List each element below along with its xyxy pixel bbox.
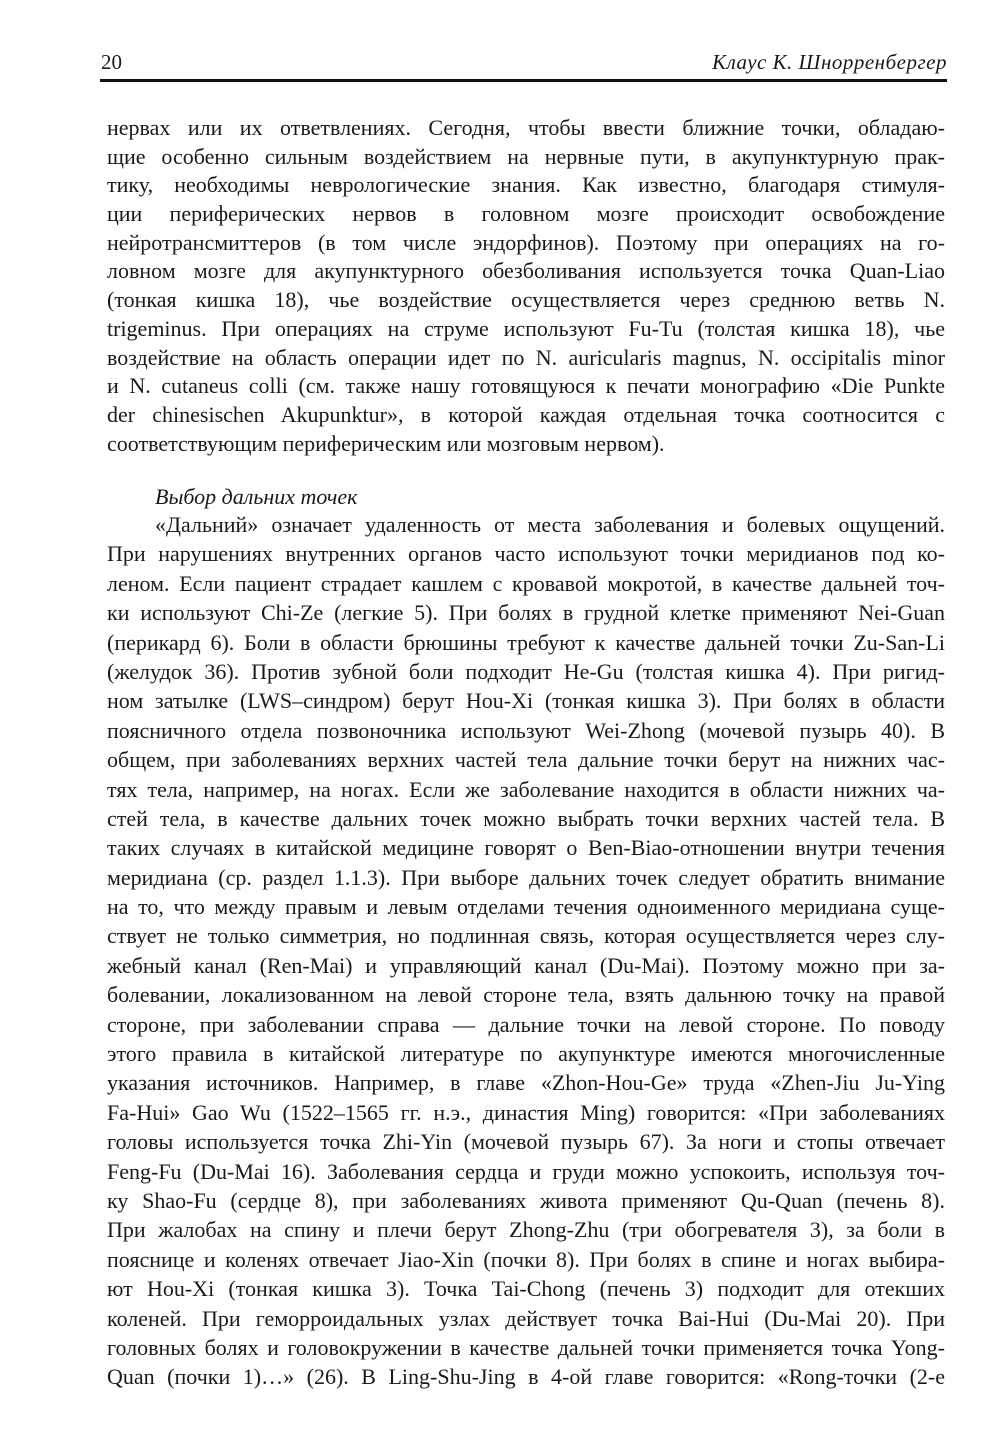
text-line: ствует не только симметрия, но подлинная связь, которая осуществляется через слу- (107, 923, 945, 949)
running-header (101, 50, 947, 78)
text-line: головных болях и головокружении в качестве дальней точки применяется точка Yong- (107, 1334, 945, 1360)
text-line: на то, что между правым и левым отделами течения одноименного меридиана суще- (107, 894, 945, 920)
text-line: «Дальний» означает удаленность от места заболевания и болевых ощущений. (155, 512, 945, 537)
text-line: (желудок 36). Против зубной боли подходит He-Gu (толстая кишка 4). При ригид- (107, 658, 945, 684)
text-line: нейротрансмиттеров (в том числе эндорфинов). Поэтому при операциях на го- (107, 229, 945, 255)
running-title: Клаус К. Шнорренбергер (712, 50, 947, 74)
text-line: ку Shao-Fu (сердце 8), при заболеваниях живота применяют Qu-Quan (печень 8). (107, 1187, 945, 1213)
text-line: der chinesischen Akupunktur», в которой каждая отдельная точка соотносится с (107, 401, 945, 427)
text-line: леном. Если пациент страдает кашлем с кровавой мокротой, в качестве дальней точ- (107, 570, 945, 596)
text-line: trigeminus. При операциях на струме используют Fu-Tu (толстая кишка 18), чье (107, 315, 945, 341)
paragraph-2 (107, 510, 945, 1392)
text-line: пояснице и коленях отвечает Jiao-Xin (почки 8). При болях в спине и ногах выбира- (107, 1246, 945, 1272)
text-line: При нарушениях внутренних органов часто используют точки меридианов под ко- (107, 541, 945, 567)
text-line: болевании, локализованном на левой стороне тела, взять дальнюю точку на правой (107, 982, 945, 1008)
text-line: соответствующим периферическим или мозговым нервом). (107, 430, 665, 456)
text-line: Fa-Hui» Gao Wu (1522–1565 гг. н.э., династия Ming) говорится: «При заболеваниях (107, 1099, 945, 1125)
text-line: ловном мозге для акупунктурного обезболивания используется точка Quan-Liao (107, 258, 945, 284)
text-line: коленей. При геморроидальных узлах действует точка Bai-Hui (Du-Mai 20). При (107, 1305, 945, 1331)
text-line: ции периферических нервов в головном мозге происходит освобождение (107, 201, 945, 227)
text-line: Feng-Fu (Du-Mai 16). Заболевания сердца и груди можно успокоить, используя точ- (107, 1158, 945, 1184)
text-line: головы используется точка Zhi-Yin (мочевой пузырь 67). За ноги и стопы отвечает (107, 1129, 945, 1155)
text-line: ки используют Chi-Ze (легкие 5). При болях в грудной клетке применяют Nei-Guan (107, 600, 945, 626)
text-line: щие особенно сильным воздействием на нервные пути, в акупунктурную прак- (107, 143, 945, 169)
page-number: 20 (101, 50, 122, 74)
text-line: ют Hou-Xi (тонкая кишка 3). Точка Tai-Chong (печень 3) подходит для отекших (107, 1276, 945, 1302)
text-line: стей тела, в качестве дальних точек можно выбрать точки верхних частей тела. В (107, 805, 945, 831)
text-line: стороне, при заболевании справа — дальние точки на левой стороне. По поводу (107, 1011, 945, 1037)
text-line: таких случаях в китайской медицине говорят о Ben-Biao-отношении внутри течения (107, 835, 945, 861)
text-line: Quan (почки 1)…» (26). В Ling-Shu-Jing в 4-ой главе говорится: «Rong-точки (2-е (107, 1364, 945, 1390)
text-line: общем, при заболеваниях верхних частей тела дальние точки берут на нижних час- (107, 747, 945, 773)
text-line: ном затылке (LWS–синдром) берут Hou-Xi (тонкая кишка 3). При болях в области (107, 688, 945, 714)
text-line: тику, необходимы неврологические знания. Как известно, благодаря стимуля- (107, 172, 945, 198)
text-line: поясничного отдела позвоночника используют Wei-Zhong (мочевой пузырь 40). В (107, 717, 945, 743)
header-rule (100, 79, 947, 82)
text-line: и N. cutaneus colli (см. также нашу готовящуюся к печати монографию «Die Punkte (107, 373, 945, 399)
text-line: нервах или их ответвлениях. Сегодня, чтобы ввести ближние точки, обладаю- (107, 115, 945, 140)
text-line: При жалобах на спину и плечи берут Zhong-Zhu (три обогревателя 3), за боли в (107, 1217, 945, 1243)
text-line: этого правила в китайской литературе по акупунктуре имеются многочисленные (107, 1041, 945, 1067)
text-line: указания источников. Например, в главе «Zhon-Hou-Ge» труда «Zhen-Jiu Ju-Ying (107, 1070, 945, 1096)
text-line: меридиана (ср. раздел 1.1.3). При выборе дальних точек следует обратить внимание (107, 864, 945, 890)
paragraph-1 (107, 113, 945, 457)
section-heading: Выбор дальних точек (155, 484, 358, 509)
text-line: жебный канал (Ren-Mai) и управляющий канал (Du-Mai). Поэтому можно при за- (107, 952, 945, 978)
text-line: (тонкая кишка 18), чье воздействие осуществляется через среднюю ветвь N. (107, 287, 945, 313)
text-line: воздействие на область операции идет по N. auricularis magnus, N. occipitalis minor (107, 344, 945, 370)
text-line: тях тела, например, на ногах. Если же заболевание находится в области нижних ча- (107, 776, 945, 802)
text-line: (перикард 6). Боли в области брюшины требуют к качестве дальней точки Zu-San-Li (107, 629, 945, 655)
